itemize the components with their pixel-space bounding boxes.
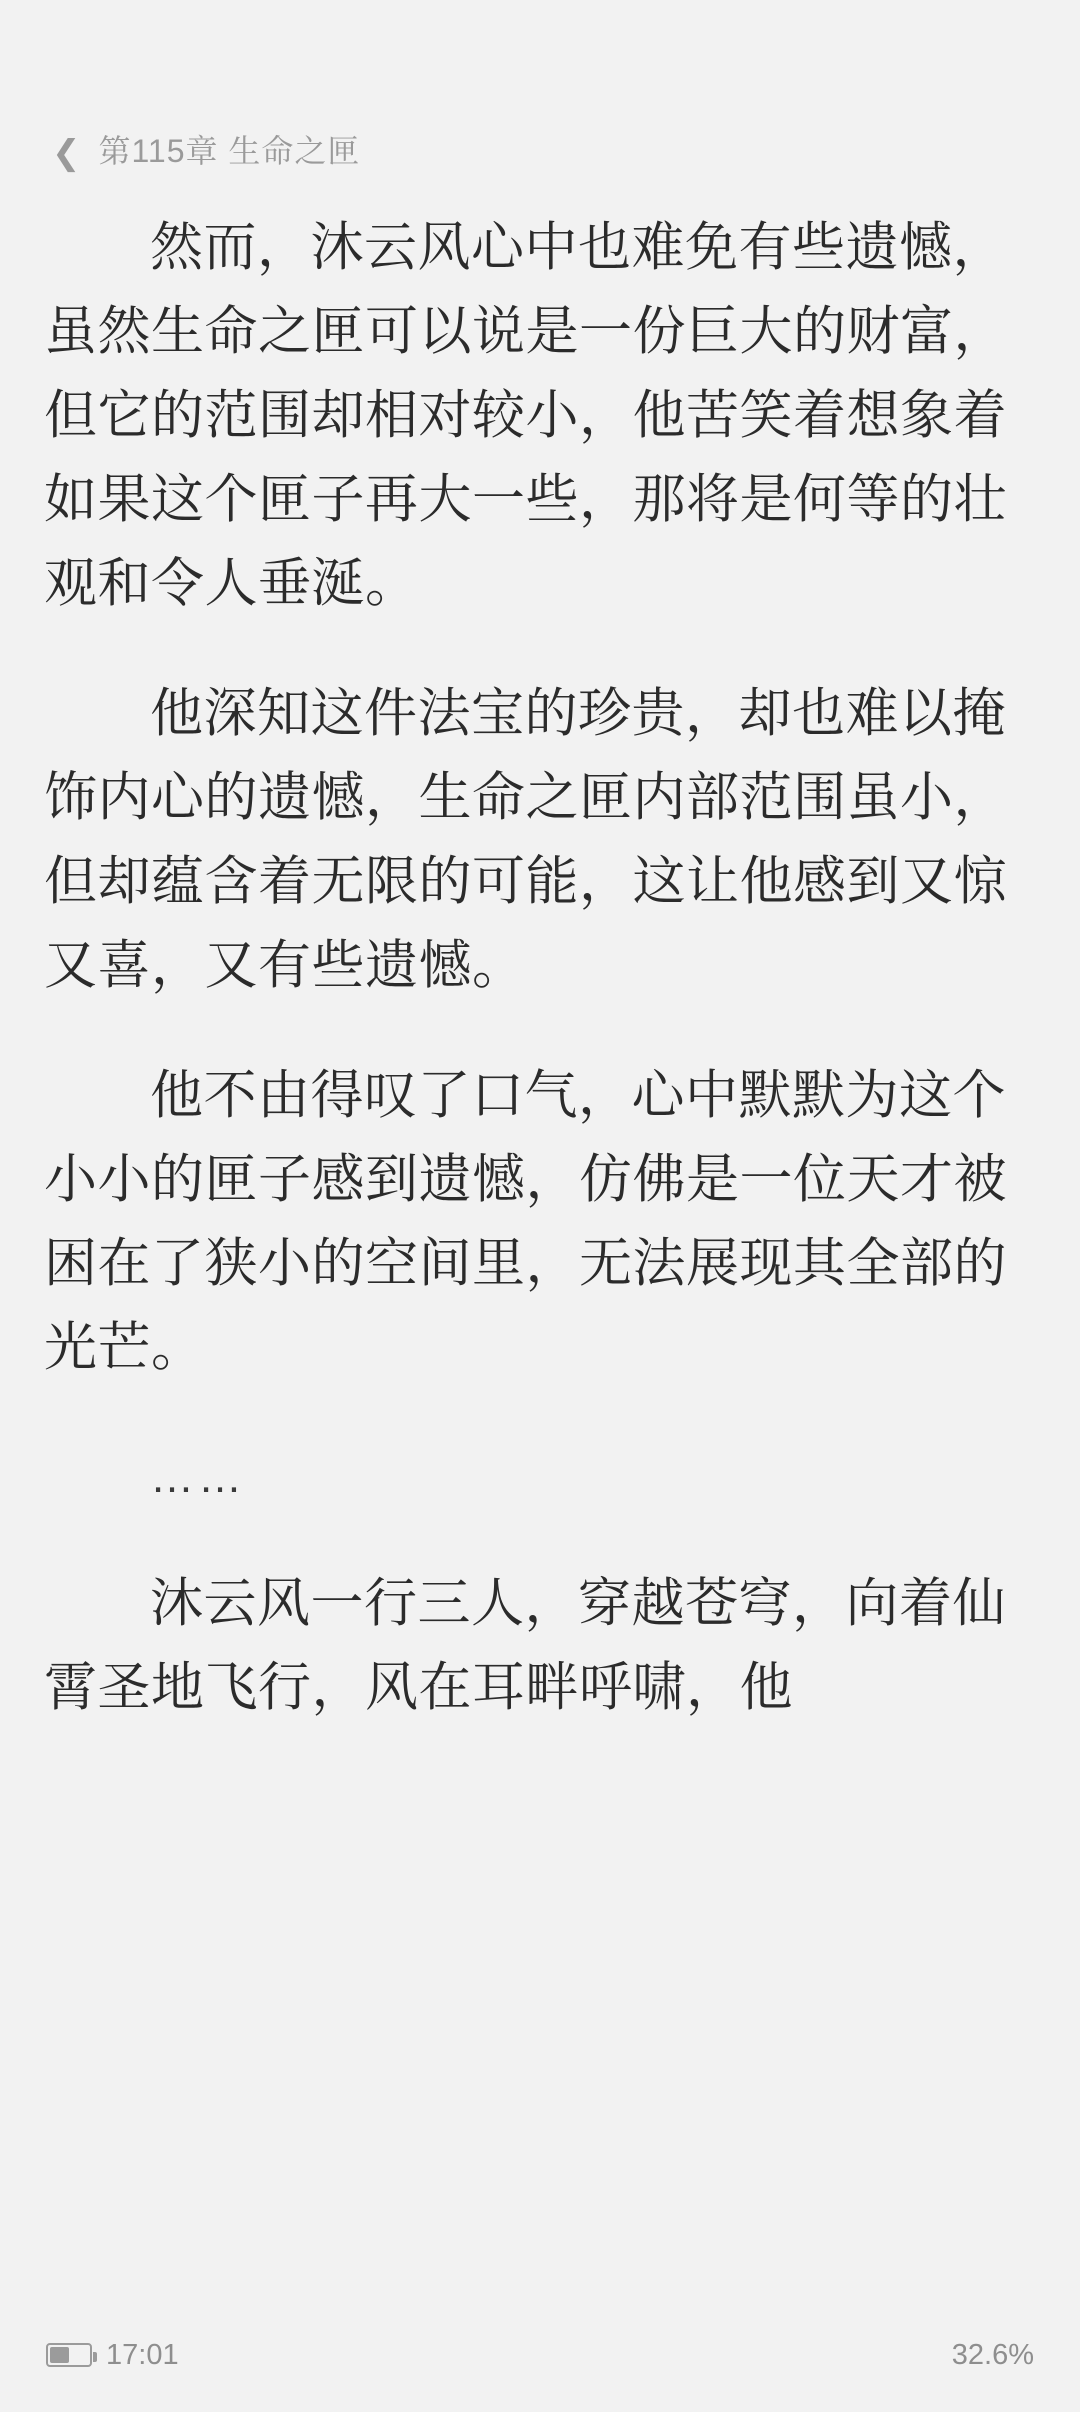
chevron-left-icon[interactable]: ❮ [52,134,81,172]
paragraph-ellipsis: …… [150,1453,246,1502]
paragraph: 沐云风一行三人，穿越苍穹，向着仙霄圣地飞行，风在耳畔呼啸，他 [44,1574,1006,1717]
reading-progress-label: 32.6% [951,2338,1034,2371]
chapter-title[interactable]: 第115章 生命之匣 [98,133,361,169]
clock-label: 17:01 [106,2338,179,2371]
paragraph: 然而，沐云风心中也难免有些遗憾，虽然生命之匣可以说是一份巨大的财富，但它的范围却相对较小，他苦笑着想象着如果这个匣子再大一些，那将是何等的壮观和令人垂涎。 [44,218,1007,613]
status-left-group [46,2339,179,2372]
paragraph: 他不由得叹了口气，心中默默为这个小小的匣子感到遗憾，仿佛是一位天才被困在了狭小的空间里，无法展现其全部的光芒。 [44,1066,1007,1377]
reader-status-bar [0,2316,1080,2412]
chapter-content[interactable] [0,206,1080,2316]
reader-top-bar [0,0,1080,206]
paragraph: 他深知这件法宝的珍贵，却也难以掩饰内心的遗憾，生命之匣内部范围虽小，但却蕴含着无限的可能，这让他感到又惊又喜，又有些遗憾。 [44,684,1007,995]
battery-icon [46,2343,92,2367]
